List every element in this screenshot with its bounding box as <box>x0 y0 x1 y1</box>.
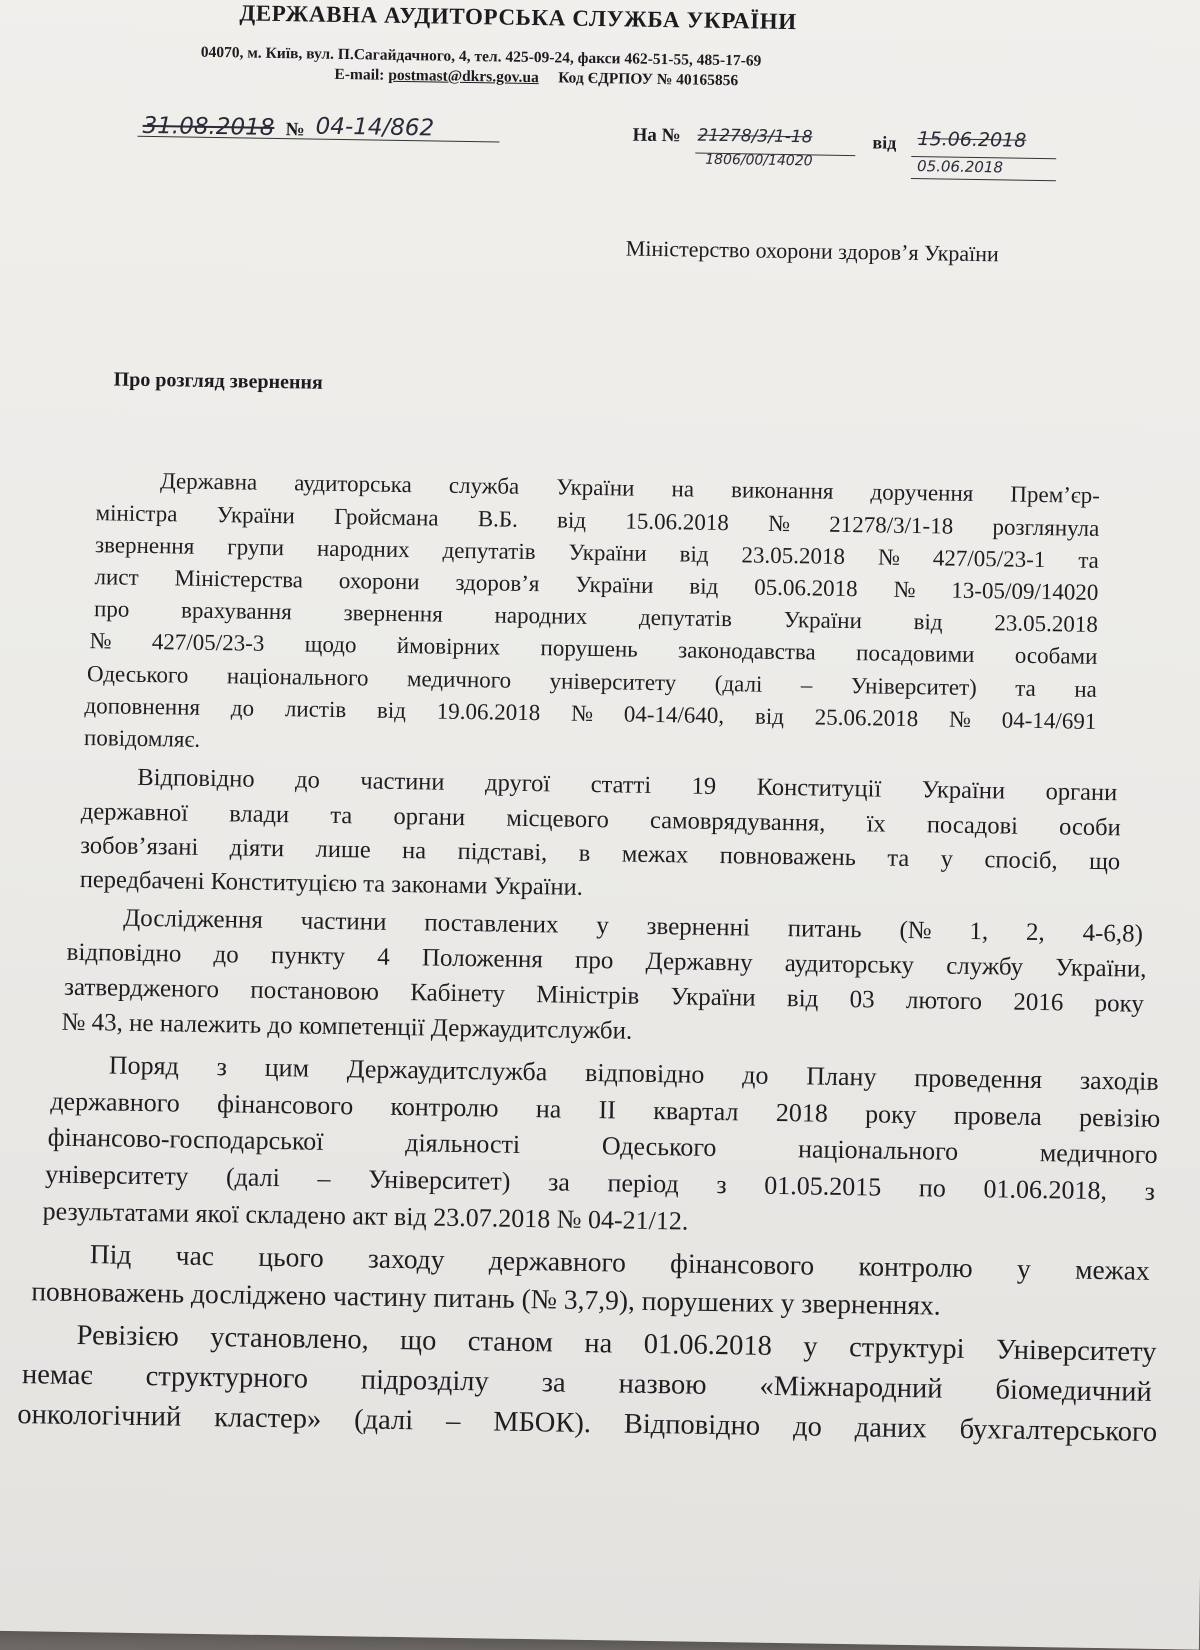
body-word: № <box>570 700 594 727</box>
body-word: року <box>1094 989 1145 1018</box>
body-word: Плану <box>806 1061 877 1092</box>
body-word: Міністрів <box>536 981 640 1010</box>
body-word: другої <box>484 769 551 798</box>
body-word: статті <box>590 770 652 799</box>
agency-contacts <box>334 66 738 90</box>
body-word: (далі <box>714 670 763 697</box>
body-word: цього <box>258 1240 324 1273</box>
outgoing-number-label: № <box>285 119 305 141</box>
body-word: групи <box>227 534 285 561</box>
reference-date-1: 15.06.2018 <box>917 128 1027 152</box>
body-word: межах <box>1074 1253 1150 1286</box>
body-word: університету <box>44 1159 189 1191</box>
body-word: 1, <box>969 917 989 946</box>
body-word: № <box>948 706 972 732</box>
body-word: Університет) <box>367 1164 511 1196</box>
body-word: Держаудитслужба <box>346 1054 548 1087</box>
body-word: частини <box>300 907 387 936</box>
body-word: листів <box>284 696 347 723</box>
body-word: МБОК). <box>493 1406 592 1440</box>
body-word: депутатів <box>638 604 733 632</box>
body-word: 13-05/09/14020 <box>951 577 1099 605</box>
body-word: фінансово-господарської <box>47 1122 324 1156</box>
body-word: № <box>767 510 791 537</box>
body-word: заходів <box>1079 1065 1159 1096</box>
reference-date-underline-2 <box>911 178 1056 181</box>
body-word: немає <box>21 1359 93 1392</box>
body-word: про <box>574 946 614 975</box>
email-label: E-mail: <box>334 65 385 84</box>
body-word: зобов’язані <box>80 831 199 861</box>
body-word: особи <box>1058 813 1121 842</box>
body-word: Одеського <box>601 1131 717 1163</box>
body-word: медичного <box>406 666 512 693</box>
body-word: фінансового <box>216 1089 354 1121</box>
body-word: щодо <box>304 631 357 658</box>
body-word: по <box>918 1173 947 1203</box>
body-word: Під <box>89 1238 132 1270</box>
body-word: ймовірних <box>396 632 501 660</box>
body-word: доручення <box>870 479 974 506</box>
body-word: у <box>596 912 610 940</box>
body-word: посадові <box>926 811 1019 840</box>
body-word: 23.05.2018 <box>741 542 846 569</box>
body-word: до <box>294 766 321 794</box>
body-word: звернення <box>343 600 443 627</box>
body-word: питань <box>787 915 862 944</box>
body-word: на <box>535 1094 562 1124</box>
body-line: повідомляє. <box>83 725 201 752</box>
body-word: від <box>376 697 407 724</box>
body-word: «Міжнародний <box>759 1370 943 1405</box>
body-word: Державна <box>159 468 258 495</box>
body-word: звернення <box>94 532 195 559</box>
body-word: міністра <box>95 500 178 527</box>
body-word: про <box>93 596 130 622</box>
body-word: університету <box>549 668 677 696</box>
body-word: 04-14/640, <box>623 701 725 729</box>
body-word: з <box>216 1052 228 1082</box>
reference-number-1: 21278/3/1-18 <box>697 125 813 148</box>
body-word: 04-14/691 <box>1001 707 1097 734</box>
body-word: органи <box>393 802 466 832</box>
body-word: лютого <box>905 986 983 1016</box>
body-word: відповідно <box>584 1057 705 1089</box>
body-word: Відповідно <box>137 763 255 793</box>
body-word: заходу <box>367 1242 445 1275</box>
body-word: України <box>216 502 296 529</box>
body-word: медичного <box>1039 1138 1158 1169</box>
body-word: місцевого <box>506 804 610 834</box>
body-word: Відповідно <box>623 1408 761 1442</box>
body-line: № 43, не належить до компетенції Держаудитслужби. <box>61 1008 633 1045</box>
body-line: передбачені Конституцією та законами України. <box>79 865 584 901</box>
body-word: установлено, <box>210 1322 369 1356</box>
body-word: – <box>800 672 813 698</box>
body-word: до <box>213 941 239 969</box>
body-word: Міністерства <box>174 565 304 593</box>
body-word: охорони <box>338 568 420 595</box>
body-word: аудиторську <box>784 950 915 980</box>
body-word: України <box>568 539 647 566</box>
outgoing-number: 04-14/862 <box>315 113 435 142</box>
body-word: станом <box>467 1326 554 1359</box>
body-word: що <box>1088 847 1121 876</box>
body-word: структурного <box>145 1361 309 1395</box>
body-word: їх <box>866 810 886 838</box>
agency-address: 04070, м. Київ, вул. П.Сагайдачного, 4, тел. 425-09-24, факси 462-51-55, 485-17-69 <box>200 43 762 70</box>
body-word: на <box>671 476 695 502</box>
body-word: з <box>1144 1176 1156 1206</box>
body-word: квартал <box>653 1096 739 1127</box>
body-word: спосіб, <box>984 846 1058 875</box>
body-word: та <box>1078 547 1100 573</box>
body-word: ревізію <box>1078 1102 1161 1133</box>
body-word: України, <box>1055 954 1147 983</box>
body-word: зверненні <box>646 912 751 942</box>
body-word: за <box>541 1367 566 1399</box>
body-word: № <box>89 628 112 654</box>
body-word: особами <box>1014 642 1098 669</box>
body-word: у <box>803 1331 818 1363</box>
body-word: II <box>598 1095 617 1125</box>
body-word: депутатів <box>442 537 536 565</box>
body-word: онкологічний <box>17 1399 182 1433</box>
body-word: 23.05.2018 <box>994 610 1099 637</box>
body-word: 21278/3/1-18 <box>829 511 954 539</box>
body-word: від <box>556 507 587 533</box>
body-word: державного <box>50 1086 181 1118</box>
body-line: повноважень досліджено частину питань (№ 3,7,9), порушених у зверненнях. <box>31 1275 941 1321</box>
body-word: від <box>679 541 709 567</box>
body-word: кластер» <box>214 1402 322 1435</box>
body-word: відповідно <box>66 938 182 968</box>
body-word: біомедичний <box>995 1374 1153 1408</box>
body-word: від <box>689 573 719 599</box>
body-word: на <box>401 837 427 865</box>
body-line <box>17 1399 1157 1449</box>
body-word: України <box>670 983 756 1012</box>
body-word: цим <box>264 1052 310 1083</box>
body-word: державного <box>488 1244 627 1278</box>
reference-date-2: 05.06.2018 <box>916 157 1004 177</box>
body-word: діяти <box>229 834 285 863</box>
body-word: 2016 <box>1013 988 1064 1017</box>
body-word: Прем’єр- <box>1010 481 1101 508</box>
body-word: України <box>921 776 1006 805</box>
body-word: час <box>175 1239 215 1272</box>
body-word: Ревізією <box>76 1319 180 1353</box>
body-word: у <box>1016 1252 1032 1284</box>
body-word: № <box>893 576 916 603</box>
body-word: в <box>578 839 591 867</box>
body-word: лист <box>94 564 139 590</box>
body-word: самоврядування, <box>649 806 826 837</box>
body-word: виконання <box>730 477 834 504</box>
body-word: розглянула <box>992 514 1100 541</box>
body-word: постановою <box>250 976 380 1006</box>
body-word: 01.06.2018 <box>643 1328 773 1362</box>
body-word: даних <box>854 1412 927 1445</box>
body-word: провела <box>953 1100 1043 1132</box>
body-word: до <box>742 1060 769 1090</box>
body-word: що <box>399 1325 437 1357</box>
body-word: проведення <box>914 1063 1043 1095</box>
body-word: державної <box>80 797 189 827</box>
body-word: від <box>786 985 819 1013</box>
body-word: національного <box>226 663 369 691</box>
body-word: до <box>792 1411 823 1443</box>
body-word: народних <box>494 602 588 629</box>
body-word: врахування <box>180 597 292 625</box>
body-word: 2018 <box>775 1097 829 1128</box>
reference-number-2: 1806/00/14020 <box>705 151 813 170</box>
body-word: з <box>716 1170 727 1200</box>
reference-date-label: від <box>872 132 897 153</box>
body-word: Одеського <box>86 661 189 688</box>
body-word: року <box>864 1099 917 1130</box>
body-word: Дослідження <box>122 904 264 934</box>
body-line: результатами якої складено акт від 23.07.2018 № 04-21/12. <box>42 1196 689 1236</box>
body-word: Положення <box>421 944 544 974</box>
body-word: (далі <box>353 1404 414 1437</box>
body-word: 15.06.2018 <box>625 508 730 536</box>
body-word: народних <box>316 535 410 563</box>
body-word: доповнення <box>84 693 201 720</box>
recipient: Міністерство охорони здоров’я України <box>625 235 1000 267</box>
body-word: частини <box>360 767 445 796</box>
body-word: пункту <box>270 941 346 971</box>
body-word: підставі, <box>457 837 548 867</box>
body-word: Конституції <box>756 773 882 803</box>
body-word: влади <box>229 800 290 829</box>
body-word: 03 <box>849 986 875 1014</box>
body-word: посадовими <box>855 640 975 668</box>
body-word: контролю <box>858 1250 973 1284</box>
body-word: – <box>445 1405 461 1438</box>
body-word: на <box>584 1327 613 1360</box>
body-word: службу <box>945 952 1024 981</box>
body-word: національного <box>797 1134 959 1166</box>
body-word: затвердженого <box>63 973 220 1004</box>
body-word: бухгалтерського <box>959 1413 1158 1448</box>
body-word: та <box>330 801 353 830</box>
body-word: у <box>940 845 954 873</box>
body-word: Кабінету <box>410 979 506 1008</box>
body-word: 4-6,8) <box>1082 919 1144 948</box>
body-word: аудиторська <box>294 470 413 498</box>
body-word: лише <box>315 835 371 864</box>
body-word: (далі <box>225 1162 281 1193</box>
body-word: 01.06.2018, <box>983 1174 1108 1206</box>
outgoing-date: 31.08.2018 <box>142 112 275 141</box>
body-word: від <box>754 703 785 730</box>
body-word: Університет) <box>850 673 977 701</box>
body-word: та <box>1015 675 1037 701</box>
body-word: служба <box>448 472 520 499</box>
body-word: поставлених <box>424 909 559 939</box>
body-word: 19 <box>691 772 717 800</box>
letter-subject: Про розгляд звернення <box>113 368 323 394</box>
body-word: 25.06.2018 <box>814 704 919 732</box>
body-word: до <box>230 695 255 721</box>
body-word: межах <box>621 840 689 869</box>
body-word: 01.05.2015 <box>764 1170 882 1202</box>
email-link[interactable]: postmast@dkrs.gov.ua <box>388 66 539 87</box>
body-word: України <box>556 474 635 501</box>
body-word: Поряд <box>108 1050 180 1081</box>
body-word: підрозділу <box>360 1364 489 1398</box>
body-word: України <box>783 607 863 634</box>
body-word: здоров’я <box>455 569 540 597</box>
body-word: 19.06.2018 <box>436 698 541 726</box>
body-word: (№ <box>899 916 932 945</box>
body-word: законодавства <box>677 637 816 665</box>
body-word: за <box>547 1167 571 1197</box>
body-word: Університету <box>995 1334 1157 1368</box>
body-word: 427/05/23-3 <box>151 629 265 656</box>
body-word: 05.06.2018 <box>753 574 858 602</box>
body-word: повноважень <box>719 842 857 872</box>
body-word: період <box>607 1168 679 1199</box>
body-word: від <box>913 609 943 635</box>
body-word: 2, <box>1025 918 1045 947</box>
body-word: Гройсмана <box>333 503 439 531</box>
edrpou-code: Код ЄДРПОУ № 40165856 <box>558 69 739 90</box>
body-word: та <box>887 844 910 873</box>
body-word: 4 <box>377 943 391 971</box>
body-word: структурі <box>848 1332 965 1365</box>
reference-label: На № <box>632 124 681 147</box>
body-word: В.Б. <box>477 506 519 532</box>
body-word: діяльності <box>405 1128 521 1159</box>
body-word: контролю <box>390 1091 499 1123</box>
body-word: № <box>877 544 901 570</box>
body-word: Державну <box>645 947 753 977</box>
body-word: назвою <box>618 1368 707 1401</box>
body-word: на <box>1074 676 1098 702</box>
body-word: органи <box>1045 778 1118 807</box>
body-word: України <box>575 571 654 598</box>
body-word: 427/05/23-1 <box>932 545 1046 573</box>
body-word: фінансового <box>669 1247 815 1281</box>
body-word: порушень <box>540 635 638 662</box>
agency-title: ДЕРЖАВНА АУДИТОРСЬКА СЛУЖБА УКРАЇНИ <box>239 0 797 35</box>
body-word: – <box>317 1163 331 1193</box>
